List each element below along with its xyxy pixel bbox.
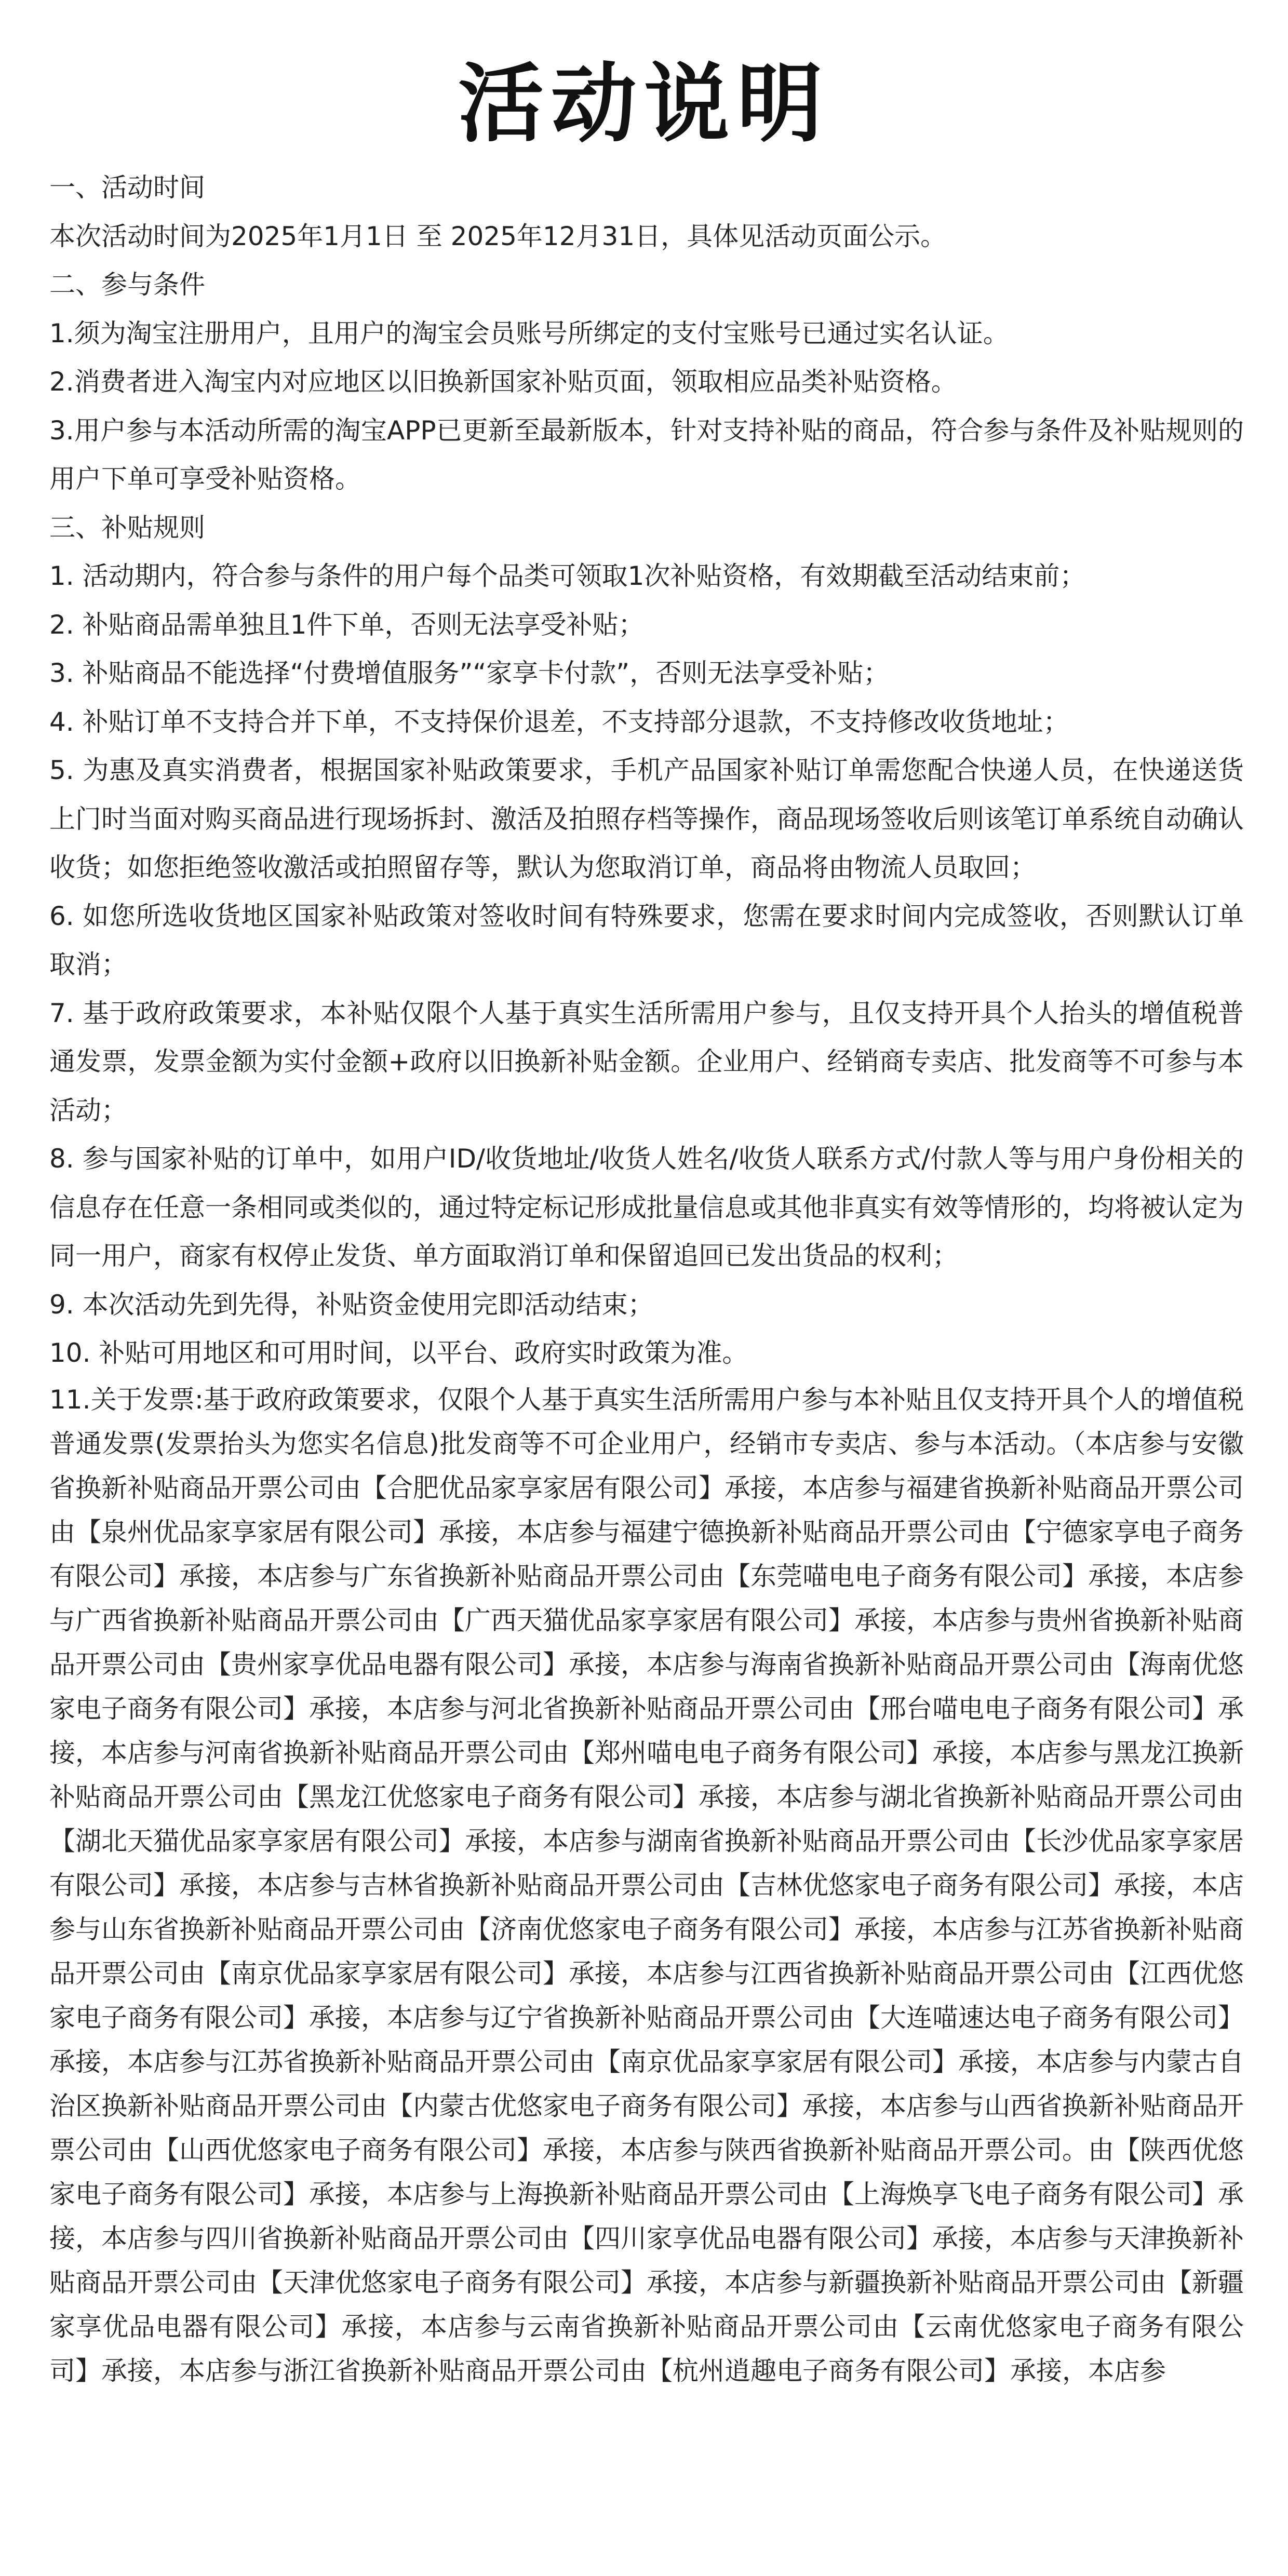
activity-time-text: 本次活动时间为2025年1月1日 至 2025年12月31日，具体见活动页面公示。 xyxy=(49,221,947,251)
section-heading-conditions: 二、参与条件 xyxy=(49,270,205,300)
rule-item: 3. 补贴商品不能选择“付费增值服务”“家享卡付款”，否则无法享受补贴； xyxy=(49,658,890,688)
notice-body xyxy=(49,164,1244,2393)
rule-item: 8. 参与国家补贴的订单中，如用户ID/收货地址/收货人姓名/收货人联系方式/付款人等与用户身份相关的信息存在任意一条相同或类似的，通过特定标记形成批量信息或其他非真实有效等情形的，均将被认定为同一用户，商家有权停止发货、单方面取消订单和保留追回已发出货品的权利； xyxy=(49,1144,1244,1271)
section-heading-time: 一、活动时间 xyxy=(49,172,205,203)
rule-item: 7. 基于政府政策要求，本补贴仅限个人基于真实生活所需用户参与，且仅支持开具个人抬头的增值税普通发票，发票金额为实付金额+政府以旧换新补贴金额。企业用户、经销商专卖店、批发商等不可参与本活动； xyxy=(49,998,1244,1125)
condition-item: 1.须为淘宝注册用户，且用户的淘宝会员账号所绑定的支付宝账号已通过实名认证。 xyxy=(49,318,1009,348)
rule-item: 10. 补贴可用地区和可用时间，以平台、政府实时政策为准。 xyxy=(49,1338,748,1368)
page-title: 活动说明 xyxy=(458,54,830,154)
rule-item: 4. 补贴订单不支持合并下单，不支持保价退差，不支持部分退款，不支持修改收货地址； xyxy=(49,706,1069,737)
invoice-rule-text: 11.关于发票:基于政府政策要求，仅限个人基于真实生活所需用户参与本补贴且仅支持开具个人的增值税普通发票(发票抬头为您实名信息)批发商等不可企业用户，经销市专卖店、参与本活动。（本店参与安徽省换新补贴商品开票公司由【合肥优品家享家居有限公司】承接，本店参与福建省换新补贴商品开票公司由【泉州优品家享家居有限公司】承接，本店参与福建宁德换新补贴商品开票公司由【宁德家享电子商务有限公司】承接，本店参与广东省换新补贴商品开票公司由【东莞喵电电子商务有限公司】承接，本店参与广西省换新补贴商品开票公司由【广西天猫优品家享家居有限公司】承接，本店参与贵州省换新补贴商品开票公司由【贵州家享优品电器有限公司】承接，本店参与海南省换新补贴商品开票公司由【海南优悠家电子商务有限公司】承接，本店参与河北省换新补贴商品开票公司由【邢台喵电电子商务有限公司】承接，本店参与河南省换新补贴商品开票公司由【郑州喵电电子商务有限公司】承接，本店参与黑龙江换新补贴商品开票公司由【黑龙江优悠家电子商务有限公司】承接，本店参与湖北省换新补贴商品开票公司由【湖北天猫优品家享家居有限公司】承接，本店参与湖南省换新补贴商品开票公司由【长沙优品家享家居有限公司】承接，本店参与吉林省换新补贴商品开票公司由【吉林优悠家电子商务有限公司】承接，本店参与山东省换新补贴商品开票公司由【济南优悠家电子商务有限公司】承接，本店参与江苏省换新补贴商品开票公司由【南京优品家享家居有限公司】承接，本店参与江西省换新补贴商品开票公司由【江西优悠家电子商务有限公司】承接，本店参与辽宁省换新补贴商品开票公司由【大连喵速达电子商务有限公司】承接，本店参与江苏省换新补贴商品开票公司由【南京优品家享家居有限公司】承接，本店参与内蒙古自治区换新补贴商品开票公司由【内蒙古优悠家电子商务有限公司】承接，本店参与山西省换新补贴商品开票公司由【山西优悠家电子商务有限公司】承接，本店参与陕西省换新补贴商品开票公司。由【陕西优悠家电子商务有限公司】承接，本店参与上海换新补贴商品开票公司由【上海焕享飞电子商务有限公司】承接，本店参与四川省换新补贴商品开票公司由【四川家享优品电器有限公司】承接，本店参与天津换新补贴商品开票公司由【天津优悠家电子商务有限公司】承接，本店参与新疆换新补贴商品开票公司由【新疆家享优品电器有限公司】承接，本店参与云南省换新补贴商品开票公司由【云南优悠家电子商务有限公司】承接，本店参与浙江省换新补贴商品开票公司由【杭州逍趣电子商务有限公司】承接，本店参 xyxy=(49,1384,1244,2386)
section-heading-rules: 三、补贴规则 xyxy=(49,512,205,543)
rule-item: 9. 本次活动先到先得，补贴资金使用完即活动结束； xyxy=(49,1289,654,1320)
rule-item: 2. 补贴商品需单独且1件下单，否则无法享受补贴； xyxy=(49,609,645,640)
rule-item: 6. 如您所选收货地区国家补贴政策对签收时间有特殊要求，您需在要求时间内完成签收，否则默认订单取消； xyxy=(49,901,1244,980)
rule-item: 5. 为惠及真实消费者，根据国家补贴政策要求，手机产品国家补贴订单需您配合快递人员，在快递送货上门时当面对购买商品进行现场拆封、激活及拍照存档等操作，商品现场签收后则该笔订单系统自动确认收货；如您拒绝签收激活或拍照留存等，默认为您取消订单，商品将由物流人员取回； xyxy=(49,755,1244,882)
condition-item: 2.消费者进入淘宝内对应地区以旧换新国家补贴页面，领取相应品类补贴资格。 xyxy=(49,367,957,397)
rule-item: 1. 活动期内，符合参与条件的用户每个品类可领取1次补贴资格，有效期截至活动结束前； xyxy=(49,561,1086,591)
condition-item: 3.用户参与本活动所需的淘宝APP已更新至最新版本，针对支持补贴的商品，符合参与条件及补贴规则的用户下单可享受补贴资格。 xyxy=(49,415,1244,494)
